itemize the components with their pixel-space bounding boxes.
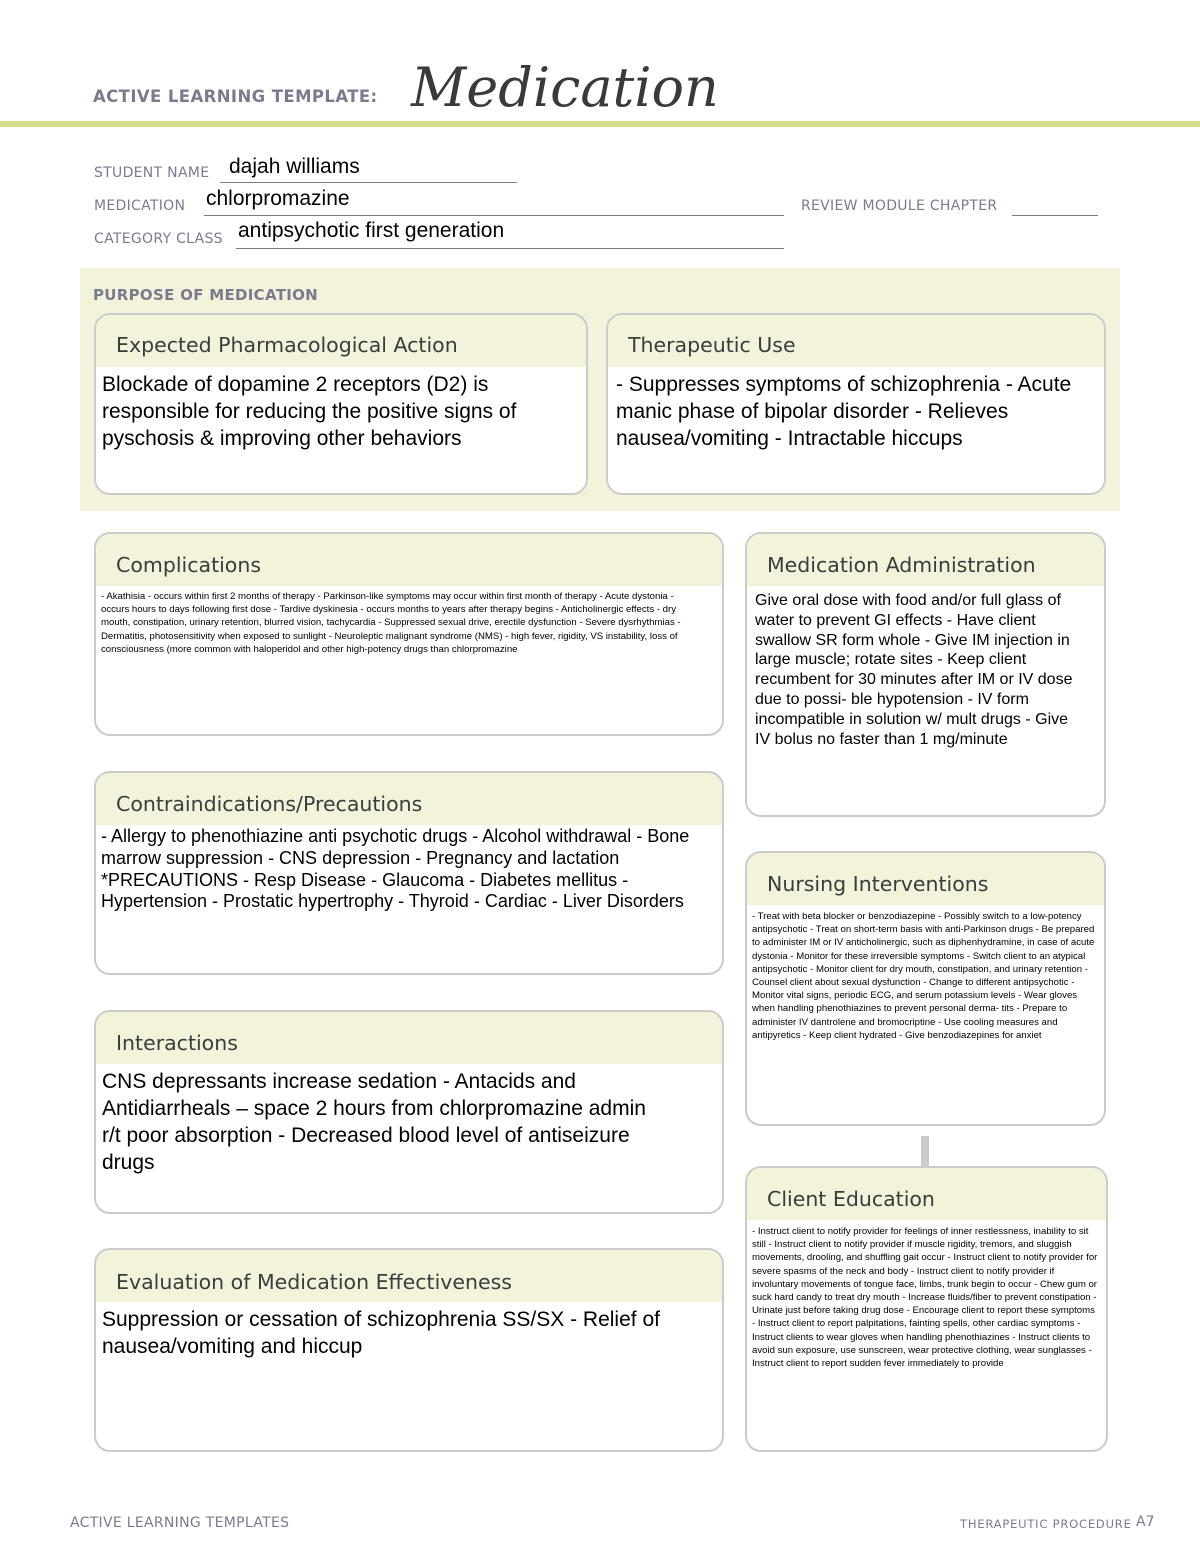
- therapeutic-use-title: Therapeutic Use: [628, 333, 796, 357]
- nursing-interventions-title: Nursing Interventions: [767, 872, 989, 896]
- student-name-field[interactable]: dajah williams: [229, 155, 360, 178]
- footer-page-number: A7: [1136, 1514, 1155, 1530]
- client-education-text[interactable]: - Instruct client to notify provider for feelings of inner restlessness, inability to sit still - Instruct client to notify provider if muscle rigidity, tremors, and sluggish movements, drooling, and shuffling gait occur - Instruct client to notify provider for severe spasms of the neck and body - Instruct client to notify provider if involuntary movements of tongue face, limbs, trunk begin to occur - Chew gum or suck hard candy to treat dry mouth - Increase fluids/fiber to prevent constipation - Urinate just before taking drug dose - Encourage client to report these symptoms - Instruct client to report palpitations, fainting spells, other cardiac symptoms - Instruct clients to wear gloves when handling phenothiazines - Instruct clients to avoid sun exposure, use sunscreen, wear protective clothing, wear sunglasses - Instruct client to report sudden fever immediately to provide: [752, 1226, 1098, 1370]
- nursing-interventions-box: [745, 851, 1106, 1126]
- complications-box: [94, 532, 724, 736]
- contraindications-text[interactable]: - Allergy to phenothiazine anti psychotic drugs - Alcohol withdrawal - Bone marrow suppression - CNS depression - Pregnancy and lactation *PRECAUTIONS - Resp Disease - Glaucoma - Diabetes mellitus - Hypertension - Prostatic hypertrophy - Thyroid - Cardiac - Liver Disorders: [101, 826, 690, 912]
- medication-underline: [204, 215, 784, 216]
- nursing-interventions-text[interactable]: - Treat with beta blocker or benzodiazepine - Possibly switch to a low-potency antipsychotic - Treat on short-term basis with anti-Parkinson drugs - Be prepared to administer IM or IV anticholinergic, such as diphenhydramine, in case of acute dystonia - Monitor for these irreversible symptoms - Switch client to an atypical antipsychotic - Monitor client for dry mouth, constipation, and urinary retention - Counsel client about sexual dysfunction - Change to different antipsychotic - Monitor vital signs, periodic ECG, and serum potassium levels - Wear gloves when handling phenothiazines to prevent personal derma- tits - Prepare to administer IV dantrolene and bromocriptine - Use cooling measures and antipyretics - Keep client hydrated - Give benzodiazepines for anxiet: [752, 911, 1095, 1041]
- purpose-title: PURPOSE OF MEDICATION: [93, 286, 319, 304]
- footer-right: THERAPEUTIC PROCEDURE: [960, 1517, 1132, 1531]
- category-class-label: CATEGORY CLASS: [94, 231, 223, 247]
- client-education-box: [745, 1166, 1108, 1452]
- contraindications-box: [94, 771, 724, 975]
- expected-action-text[interactable]: Blockade of dopamine 2 receptors (D2) is responsible for reducing the positive signs of pyschosis & improving other behaviors: [102, 373, 517, 450]
- review-module-label: REVIEW MODULE CHAPTER: [801, 198, 998, 214]
- section-connector: [921, 1136, 929, 1166]
- review-module-underline: [1012, 215, 1098, 216]
- interactions-text[interactable]: CNS depressants increase sedation - Antacids and Antidiarrheals – space 2 hours from chlorpromazine admin r/t poor absorption - Decreased blood level of antiseizure drugs: [102, 1070, 646, 1174]
- complications-text[interactable]: - Akathisia - occurs within first 2 months of therapy - Parkinson-like symptoms may occur within first month of therapy - Acute dystonia - occurs hours to days following first dose - Tardive dyskinesia - occurs months to years after therapy begins - Anticholinergic effects - dry mouth, constipation, urinary retention, blurred vision, tachycardia - Suppressed sexual drive, erectile dysfunction - Severe dysrhythmias - Dermatitis, photosensitivity when exposed to sunlight - Neuroleptic malignant syndrome (NMS) - high fever, rigidity, VS instability, loss of consciousness (more common with haloperidol and other high-potency drugs than chlorpromazine: [101, 591, 681, 655]
- student-name-label: STUDENT NAME: [94, 165, 210, 181]
- complications-title: Complications: [116, 553, 262, 577]
- evaluation-title: Evaluation of Medication Effectiveness: [116, 1270, 512, 1294]
- header-rule: [0, 121, 1200, 127]
- therapeutic-use-text[interactable]: - Suppresses symptoms of schizophrenia - Acute manic phase of bipolar disorder - Relieves nausea/vomiting - Intractable hiccups: [616, 373, 1072, 450]
- footer-left: ACTIVE LEARNING TEMPLATES: [70, 1515, 290, 1531]
- medication-label: MEDICATION: [94, 198, 186, 214]
- student-name-underline: [220, 182, 517, 183]
- interactions-box: [94, 1010, 724, 1214]
- template-type-title: Medication: [411, 56, 719, 119]
- interactions-title: Interactions: [116, 1031, 238, 1055]
- client-education-title: Client Education: [767, 1187, 935, 1211]
- evaluation-text[interactable]: Suppression or cessation of schizophrenia SS/SX - Relief of nausea/vomiting and hiccup: [102, 1308, 660, 1358]
- category-class-field[interactable]: antipsychotic first generation: [238, 219, 505, 242]
- expected-action-title: Expected Pharmacological Action: [116, 333, 458, 357]
- medication-field[interactable]: chlorpromazine: [206, 187, 350, 210]
- template-label: ACTIVE LEARNING TEMPLATE:: [93, 87, 378, 106]
- contraindications-title: Contraindications/Precautions: [116, 792, 423, 816]
- medication-administration-box: [745, 532, 1106, 817]
- evaluation-box: [94, 1248, 724, 1452]
- category-class-underline: [236, 248, 784, 249]
- medication-administration-title: Medication Administration: [767, 553, 1036, 577]
- medication-administration-text[interactable]: Give oral dose with food and/or full glass of water to prevent GI effects - Have client swallow SR form whole - Give IM injection in large muscle; rotate sites - Keep client recumbent for 30 minutes after IM or IV dose due to possi- ble hypotension - IV form incompatible in solution w/ mult drugs - Give IV bolus no faster than 1 mg/minute: [755, 592, 1073, 748]
- expected-action-box: [94, 313, 588, 495]
- therapeutic-use-box: [606, 313, 1106, 495]
